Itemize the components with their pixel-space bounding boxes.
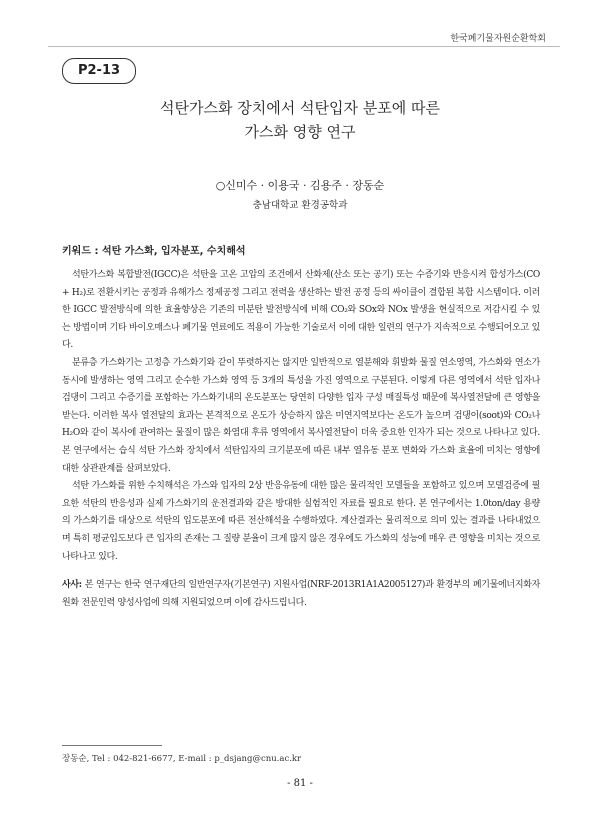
affiliation: 충남대학교 환경공학과	[252, 200, 348, 211]
header-organization: 한국폐기물자원순환학회	[450, 34, 546, 44]
footnote-divider	[62, 745, 162, 746]
title-line-2: 가스화 영향 연구	[244, 123, 356, 141]
acknowledgement	[62, 577, 540, 612]
paragraph: 석탄가스화 복합발전(IGCC)은 석탄을 고온 고압의 조건에서 산화제(산소 또는 공기) 또는 수증기와 반응시켜 합성가스(CO + H₂)로 전환시키는 공정과 유해가스 정제공정 그리고 전력을 생산하는 발전 공정 등의 싸이클이 결합된 복합 시스템이다. 이러한 IGCC 발전방식에 의한 효율향상은 기존의 미분탄 발전방식에 비해 CO₂와 SOx와 NOx 발생을 현실적으로 저감시킬 수 있는 방법이며 기타 바이오매스나 폐기물 연료에도 적용이 가능한 기술로서 이에 대한 일련의 연구가 지속적으로 수행되어오고 있다.	[62, 270, 540, 351]
paragraph: 분류층 가스화기는 고정층 가스화기와 같이 뚜렷하지는 않지만 일반적으로 열분해와 휘발화 물질 연소영역, 가스화와 연소가 동시에 발생하는 영역 그리고 순수한 가스화 영역 등 3개의 특성을 가진 영역으로 구분된다. 이렇게 다른 영역에서 석탄 입자나 검댕이 그리고 수증기를 포함하는 가스화기내의 온도분포는 당연히 다양한 입자 구성 매질특성 때문에 복사열전달에 큰 영향을 받는다. 이러한 복사 열전달의 효과는 본격적으로 온도가 상승하지 않은 미연지역보다는 온도가 높으며 검댕이(soot)와 CO₂나 H₂O와 같이 복사에 관여하는 물질이 많은 화염대 후류 영역에서 복사열전달이 더욱 중요한 인자가 되는 것으로 나타나고 있다. 본 연구에서는 습식 석탄 가스화 장치에서 석탄입자의 크기분포에 따른 내부 열유동 분포 변화와 가스화 효율에 미치는 영향에 대한 상관관계를 살펴보았다.	[62, 357, 540, 474]
paper-code-badge: P2-13	[62, 58, 136, 84]
acknowledgement-label: 사사:	[62, 580, 82, 590]
paper-title	[60, 96, 540, 144]
page-number: - 81 -	[287, 778, 313, 789]
abstract-body	[62, 267, 540, 566]
contact-footnote: 장동순, Tel : 042-821-6677, E-mail : p_dsjang@cnu.ac.kr	[62, 754, 302, 764]
author-list: ○신미수 · 이용국 · 김용주 · 장동순	[215, 179, 385, 192]
header-divider	[48, 46, 560, 47]
paragraph: 석탄 가스화를 위한 수치해석은 가스와 입자의 2상 반응유동에 대한 많은 물리적인 모델들을 포함하고 있으며 모델검증에 필요한 석탄의 반응성과 실제 가스화기의 운전결과와 같은 방대한 실험적인 자료를 필요로 한다. 본 연구에서는 1.0ton/day 용량의 가스화기를 대상으로 석탄의 입도분포에 따른 전산해석을 수행하였다. 계산결과는 물리적으로 의미 있는 결과를 나타내었으며 특히 평균입도보다 큰 입자의 존재는 그 질량 분율이 크게 많지 않은 경우에도 가스화의 성능에 매우 큰 영향을 미치는 것으로 나타나고 있다.	[62, 481, 540, 562]
acknowledgement-text: 본 연구는 한국 연구재단의 일반연구자(기본연구) 지원사업(NRF-2013R1A1A2005127)과 환경부의 폐기물에너지화자원화 전문인력 양성사업에 의해 지원되었으며 이에 감사드립니다.	[62, 580, 541, 608]
keywords: 키워드 : 석탄 가스화, 입자분포, 수치해석	[62, 246, 246, 257]
title-line-1: 석탄가스화 장치에서 석탄입자 분포에 따른	[160, 99, 440, 117]
